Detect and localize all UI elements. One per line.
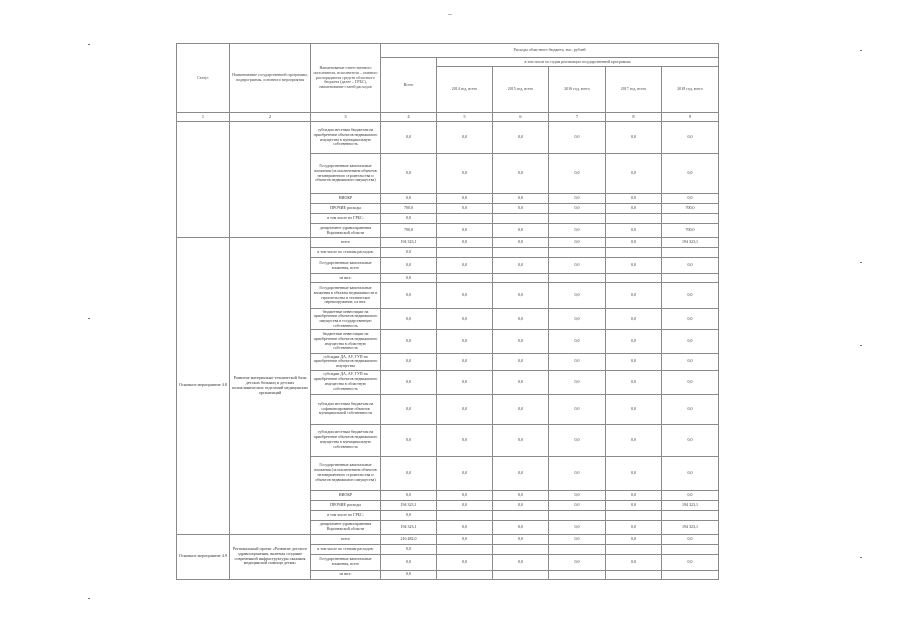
total-value-cell: 216 482,0 bbox=[381, 534, 437, 544]
year-value-cell: 0,0 bbox=[549, 520, 606, 534]
expense-item-cell: из них: bbox=[311, 274, 381, 283]
year-value-cell: 0,0 bbox=[437, 122, 493, 154]
year-value-cell: 0,0 bbox=[493, 309, 549, 330]
year-value-cell: 0,0 bbox=[437, 283, 493, 309]
year-value-cell bbox=[549, 274, 606, 283]
year-value-cell: 0,0 bbox=[549, 204, 606, 214]
year-value-cell bbox=[437, 248, 493, 258]
expense-item-cell: из них: bbox=[311, 570, 381, 579]
header-program-name: Наименование государственной программы, подпрограммы, основного мероприятия bbox=[230, 44, 311, 113]
status-cell: Основное мероприятие 4.9 bbox=[177, 534, 230, 579]
expense-item-cell: в том числе по ГРБС: bbox=[311, 214, 381, 224]
year-value-cell: 0,0 bbox=[437, 534, 493, 544]
expense-item-cell: НИОКР bbox=[311, 194, 381, 204]
year-value-cell: 0,0 bbox=[493, 224, 549, 238]
expense-item-cell: в том числе по статьям расходов: bbox=[311, 544, 381, 554]
year-value-cell: 0,0 bbox=[549, 554, 606, 570]
year-value-cell: 0,0 bbox=[437, 554, 493, 570]
year-value-cell: 0,0 bbox=[549, 122, 606, 154]
crop-mark bbox=[860, 345, 862, 346]
crop-mark bbox=[860, 50, 862, 51]
expense-item-cell: ПРОЧИЕ расходы bbox=[311, 500, 381, 510]
column-number: 9 bbox=[662, 113, 719, 122]
year-value-cell bbox=[606, 570, 662, 579]
header-budget-group: Расходы областного бюджета, тыс. рублей bbox=[381, 44, 719, 58]
expense-item-cell: Государственные капитальные вложения, всего bbox=[311, 554, 381, 570]
year-value-cell: 0,0 bbox=[437, 154, 493, 194]
header-year: 2014 год, всего bbox=[437, 67, 493, 113]
expense-item-cell: субсидии местным бюджетам на приобретение объектов недвижимого имущества в муниципальную собственность bbox=[311, 122, 381, 154]
year-value-cell: 0,0 bbox=[606, 194, 662, 204]
year-value-cell: 0,0 bbox=[493, 424, 549, 456]
year-value-cell: 0,0 bbox=[549, 330, 606, 354]
year-value-cell: 0,0 bbox=[662, 424, 719, 456]
header-year: 2018 год, всего bbox=[662, 67, 719, 113]
year-value-cell bbox=[606, 248, 662, 258]
year-value-cell: 0,0 bbox=[662, 456, 719, 490]
year-value-cell: 0,0 bbox=[606, 224, 662, 238]
total-value-cell: 0,0 bbox=[381, 544, 437, 554]
year-value-cell bbox=[662, 544, 719, 554]
total-value-cell: 700,0 bbox=[381, 224, 437, 238]
year-value-cell bbox=[662, 214, 719, 224]
year-value-cell bbox=[437, 274, 493, 283]
year-value-cell: 0,0 bbox=[549, 224, 606, 238]
year-value-cell: 0,0 bbox=[606, 424, 662, 456]
year-value-cell: 0,0 bbox=[606, 330, 662, 354]
expense-item-cell: бюджетные инвестиции на приобретение объектов недвижимого имущества в областную собственность bbox=[311, 330, 381, 354]
year-value-cell: 0,0 bbox=[549, 394, 606, 424]
column-number: 5 bbox=[437, 113, 493, 122]
year-value-cell: 0,0 bbox=[662, 370, 719, 394]
total-value-cell: 0,0 bbox=[381, 248, 437, 258]
fold-mark bbox=[88, 44, 90, 45]
program-name-cell: Развитие материально-технической базы детских больниц и детских поликлинических отделений медицинских организаций bbox=[230, 238, 311, 535]
year-value-cell: 0,0 bbox=[549, 258, 606, 274]
expense-item-cell: в том числе по статьям расходов: bbox=[311, 248, 381, 258]
year-value-cell bbox=[493, 248, 549, 258]
year-value-cell: 0,0 bbox=[493, 330, 549, 354]
year-value-cell: 0,0 bbox=[493, 394, 549, 424]
total-value-cell: 0,0 bbox=[381, 274, 437, 283]
total-value-cell: 0,0 bbox=[381, 394, 437, 424]
year-value-cell: 0,0 bbox=[437, 354, 493, 370]
expense-item-cell: департамент здравоохранения Воронежской области bbox=[311, 520, 381, 534]
header-status: Статус bbox=[177, 44, 230, 113]
year-value-cell: 0,0 bbox=[437, 370, 493, 394]
year-value-cell: 0,0 bbox=[662, 490, 719, 500]
year-value-cell: 0,0 bbox=[493, 490, 549, 500]
year-value-cell: 0,0 bbox=[437, 456, 493, 490]
year-value-cell: 0,0 bbox=[493, 238, 549, 248]
year-value-cell: 0,0 bbox=[606, 204, 662, 214]
year-value-cell: 0,0 bbox=[549, 154, 606, 194]
year-value-cell: 0,0 bbox=[493, 500, 549, 510]
year-value-cell bbox=[493, 570, 549, 579]
year-value-cell: 0,0 bbox=[493, 554, 549, 570]
total-value-cell: 0,0 bbox=[381, 309, 437, 330]
year-value-cell bbox=[606, 544, 662, 554]
expense-item-cell: департамент здравоохранения Воронежской области bbox=[311, 224, 381, 238]
year-value-cell bbox=[549, 544, 606, 554]
table-row bbox=[177, 122, 719, 154]
year-value-cell: 0,0 bbox=[662, 394, 719, 424]
year-value-cell: 0,0 bbox=[549, 490, 606, 500]
year-value-cell: 0,0 bbox=[662, 309, 719, 330]
year-value-cell bbox=[437, 510, 493, 520]
program-name-cell: Региональный проект «Развитие детского здравоохранения, включая создание современной инфраструктуры оказания медицинской помощи детям» bbox=[230, 534, 311, 579]
year-value-cell: 0,0 bbox=[606, 354, 662, 370]
expense-item-cell: Государственные капитальные вложения, всего bbox=[311, 258, 381, 274]
fold-mark bbox=[88, 318, 90, 319]
fold-mark bbox=[88, 598, 90, 599]
table-row bbox=[177, 238, 719, 248]
header-year: 2016 год, всего bbox=[549, 67, 606, 113]
table-row bbox=[177, 534, 719, 544]
total-value-cell: 0,0 bbox=[381, 122, 437, 154]
year-value-cell: 0,0 bbox=[437, 194, 493, 204]
total-value-cell: 0,0 bbox=[381, 354, 437, 370]
year-value-cell: 0,0 bbox=[606, 554, 662, 570]
year-value-cell: 0,0 bbox=[493, 520, 549, 534]
header-total: Всего bbox=[381, 58, 437, 113]
year-value-cell: 194 323,1 bbox=[662, 500, 719, 510]
year-value-cell: 0,0 bbox=[606, 394, 662, 424]
year-value-cell: 0,0 bbox=[549, 534, 606, 544]
header-expense-item: Наименование ответственного исполнителя, исполнителя – главного распорядителя средств областного бюджета (далее – ГРБС), наименование статей расходов bbox=[311, 44, 381, 113]
total-value-cell: 0,0 bbox=[381, 570, 437, 579]
year-value-cell: 0,0 bbox=[437, 238, 493, 248]
year-value-cell: 700,0 bbox=[662, 204, 719, 214]
year-value-cell: 0,0 bbox=[493, 354, 549, 370]
total-value-cell: 0,0 bbox=[381, 214, 437, 224]
year-value-cell: 0,0 bbox=[437, 330, 493, 354]
year-value-cell bbox=[606, 274, 662, 283]
column-number: 3 bbox=[311, 113, 381, 122]
year-value-cell: 194 323,1 bbox=[662, 520, 719, 534]
year-value-cell: 0,0 bbox=[606, 500, 662, 510]
year-value-cell: 0,0 bbox=[437, 500, 493, 510]
status-cell bbox=[177, 122, 230, 238]
total-value-cell: 0,0 bbox=[381, 154, 437, 194]
year-value-cell: 0,0 bbox=[606, 490, 662, 500]
table-body bbox=[177, 113, 719, 580]
year-value-cell: 0,0 bbox=[662, 194, 719, 204]
year-value-cell: 0,0 bbox=[549, 238, 606, 248]
total-value-cell: 194 323,1 bbox=[381, 520, 437, 534]
year-value-cell: 0,0 bbox=[437, 490, 493, 500]
year-value-cell: 0,0 bbox=[662, 554, 719, 570]
year-value-cell bbox=[549, 570, 606, 579]
year-value-cell: 0,0 bbox=[493, 370, 549, 394]
total-value-cell: 194 323,1 bbox=[381, 238, 437, 248]
year-value-cell: 0,0 bbox=[606, 456, 662, 490]
header-years-group: в том числе по годам реализации государственной программы bbox=[437, 58, 719, 67]
year-value-cell: 0,0 bbox=[493, 283, 549, 309]
year-value-cell: 0,0 bbox=[549, 456, 606, 490]
status-cell: Основное мероприятие 4.8 bbox=[177, 238, 230, 535]
expense-item-cell: субсидии местным бюджетам на софинансирование объектов муниципальной собственности bbox=[311, 394, 381, 424]
expense-item-cell: всего bbox=[311, 238, 381, 248]
year-value-cell: 700,0 bbox=[662, 224, 719, 238]
year-value-cell: 0,0 bbox=[662, 122, 719, 154]
year-value-cell: 194 323,1 bbox=[662, 238, 719, 248]
year-value-cell: 0,0 bbox=[662, 154, 719, 194]
year-value-cell: 0,0 bbox=[662, 258, 719, 274]
year-value-cell: 0,0 bbox=[549, 424, 606, 456]
year-value-cell: 0,0 bbox=[662, 534, 719, 544]
expense-item-cell: субсидии местным бюджетам на приобретение объектов недвижимого имущества в муниципальную собственность bbox=[311, 424, 381, 456]
year-value-cell bbox=[549, 214, 606, 224]
total-value-cell: 0,0 bbox=[381, 456, 437, 490]
year-value-cell: 0,0 bbox=[437, 204, 493, 214]
total-value-cell: 0,0 bbox=[381, 330, 437, 354]
year-value-cell: 0,0 bbox=[493, 534, 549, 544]
year-value-cell: 0,0 bbox=[606, 283, 662, 309]
year-value-cell bbox=[437, 570, 493, 579]
total-value-cell: 0,0 bbox=[381, 283, 437, 309]
year-value-cell: 0,0 bbox=[606, 154, 662, 194]
year-value-cell: 0,0 bbox=[493, 194, 549, 204]
year-value-cell bbox=[493, 274, 549, 283]
crop-mark bbox=[860, 557, 862, 558]
expense-item-cell: Государственные капитальные вложения (за исключением объектов незавершенного строительства и объектов недвижимого имущества) bbox=[311, 154, 381, 194]
total-value-cell: 0,0 bbox=[381, 490, 437, 500]
column-number: 8 bbox=[606, 113, 662, 122]
year-value-cell: 0,0 bbox=[437, 309, 493, 330]
budget-table bbox=[176, 43, 719, 580]
year-value-cell: 0,0 bbox=[493, 204, 549, 214]
year-value-cell: 0,0 bbox=[437, 394, 493, 424]
year-value-cell bbox=[437, 544, 493, 554]
year-value-cell: 0,0 bbox=[437, 258, 493, 274]
expense-item-cell: всего bbox=[311, 534, 381, 544]
year-value-cell bbox=[606, 214, 662, 224]
year-value-cell: 0,0 bbox=[437, 424, 493, 456]
program-name-cell bbox=[230, 122, 311, 238]
expense-item-cell: НИОКР bbox=[311, 490, 381, 500]
column-number: 1 bbox=[177, 113, 230, 122]
year-value-cell: 0,0 bbox=[437, 224, 493, 238]
column-number: 2 bbox=[230, 113, 311, 122]
year-value-cell: 0,0 bbox=[549, 283, 606, 309]
year-value-cell bbox=[662, 510, 719, 520]
year-value-cell bbox=[549, 248, 606, 258]
year-value-cell: 0,0 bbox=[493, 258, 549, 274]
total-value-cell: 0,0 bbox=[381, 370, 437, 394]
table-header bbox=[177, 44, 719, 113]
year-value-cell: 0,0 bbox=[549, 500, 606, 510]
year-value-cell bbox=[662, 248, 719, 258]
total-value-cell: 194 323,1 bbox=[381, 500, 437, 510]
page-mark: .. bbox=[448, 8, 452, 17]
total-value-cell: 0,0 bbox=[381, 258, 437, 274]
year-value-cell: 0,0 bbox=[549, 370, 606, 394]
expense-item-cell: в том числе по ГРБС: bbox=[311, 510, 381, 520]
expense-item-cell: Государственные капитальные вложения в объекты недвижимости и строительства и техническое перевооружение, из них: bbox=[311, 283, 381, 309]
year-value-cell bbox=[493, 510, 549, 520]
year-value-cell: 0,0 bbox=[662, 283, 719, 309]
expense-item-cell: субсидии ДА, АУ, ГУП на приобретение объектов недвижимого имущества в областную собственность bbox=[311, 370, 381, 394]
year-value-cell bbox=[493, 214, 549, 224]
year-value-cell: 0,0 bbox=[606, 534, 662, 544]
year-value-cell bbox=[549, 510, 606, 520]
year-value-cell bbox=[662, 570, 719, 579]
year-value-cell: 0,0 bbox=[549, 354, 606, 370]
expense-item-cell: субсидии ДА, АУ, ГУП на приобретение объектов недвижимого имущества bbox=[311, 354, 381, 370]
year-value-cell: 0,0 bbox=[606, 309, 662, 330]
year-value-cell: 0,0 bbox=[606, 520, 662, 534]
crop-mark bbox=[860, 262, 862, 263]
expense-item-cell: ПРОЧИЕ расходы bbox=[311, 204, 381, 214]
year-value-cell bbox=[493, 544, 549, 554]
year-value-cell bbox=[662, 274, 719, 283]
year-value-cell: 0,0 bbox=[493, 456, 549, 490]
year-value-cell: 0,0 bbox=[606, 370, 662, 394]
year-value-cell: 0,0 bbox=[493, 154, 549, 194]
year-value-cell: 0,0 bbox=[662, 354, 719, 370]
year-value-cell: 0,0 bbox=[606, 238, 662, 248]
year-value-cell bbox=[606, 510, 662, 520]
year-value-cell: 0,0 bbox=[437, 520, 493, 534]
year-value-cell: 0,0 bbox=[549, 194, 606, 204]
column-number-row bbox=[177, 113, 719, 122]
total-value-cell: 0,0 bbox=[381, 194, 437, 204]
total-value-cell: 0,0 bbox=[381, 510, 437, 520]
year-value-cell: 0,0 bbox=[493, 122, 549, 154]
year-value-cell: 0,0 bbox=[606, 258, 662, 274]
total-value-cell: 0,0 bbox=[381, 554, 437, 570]
year-value-cell: 0,0 bbox=[606, 122, 662, 154]
expense-item-cell: Государственные капитальные вложения (за исключением объектов незавершенного строительства и объектов недвижимого имущества) bbox=[311, 456, 381, 490]
column-number: 6 bbox=[493, 113, 549, 122]
year-value-cell bbox=[437, 214, 493, 224]
column-number: 4 bbox=[381, 113, 437, 122]
total-value-cell: 700,0 bbox=[381, 204, 437, 214]
column-number: 7 bbox=[549, 113, 606, 122]
header-year: 2017 год, всего bbox=[606, 67, 662, 113]
expense-item-cell: бюджетные инвестиции на приобретение объектов недвижимого имущества в государственную собственность bbox=[311, 309, 381, 330]
year-value-cell: 0,0 bbox=[662, 330, 719, 354]
year-value-cell: 0,0 bbox=[549, 309, 606, 330]
header-year: 2015 год, всего bbox=[493, 67, 549, 113]
total-value-cell: 0,0 bbox=[381, 424, 437, 456]
